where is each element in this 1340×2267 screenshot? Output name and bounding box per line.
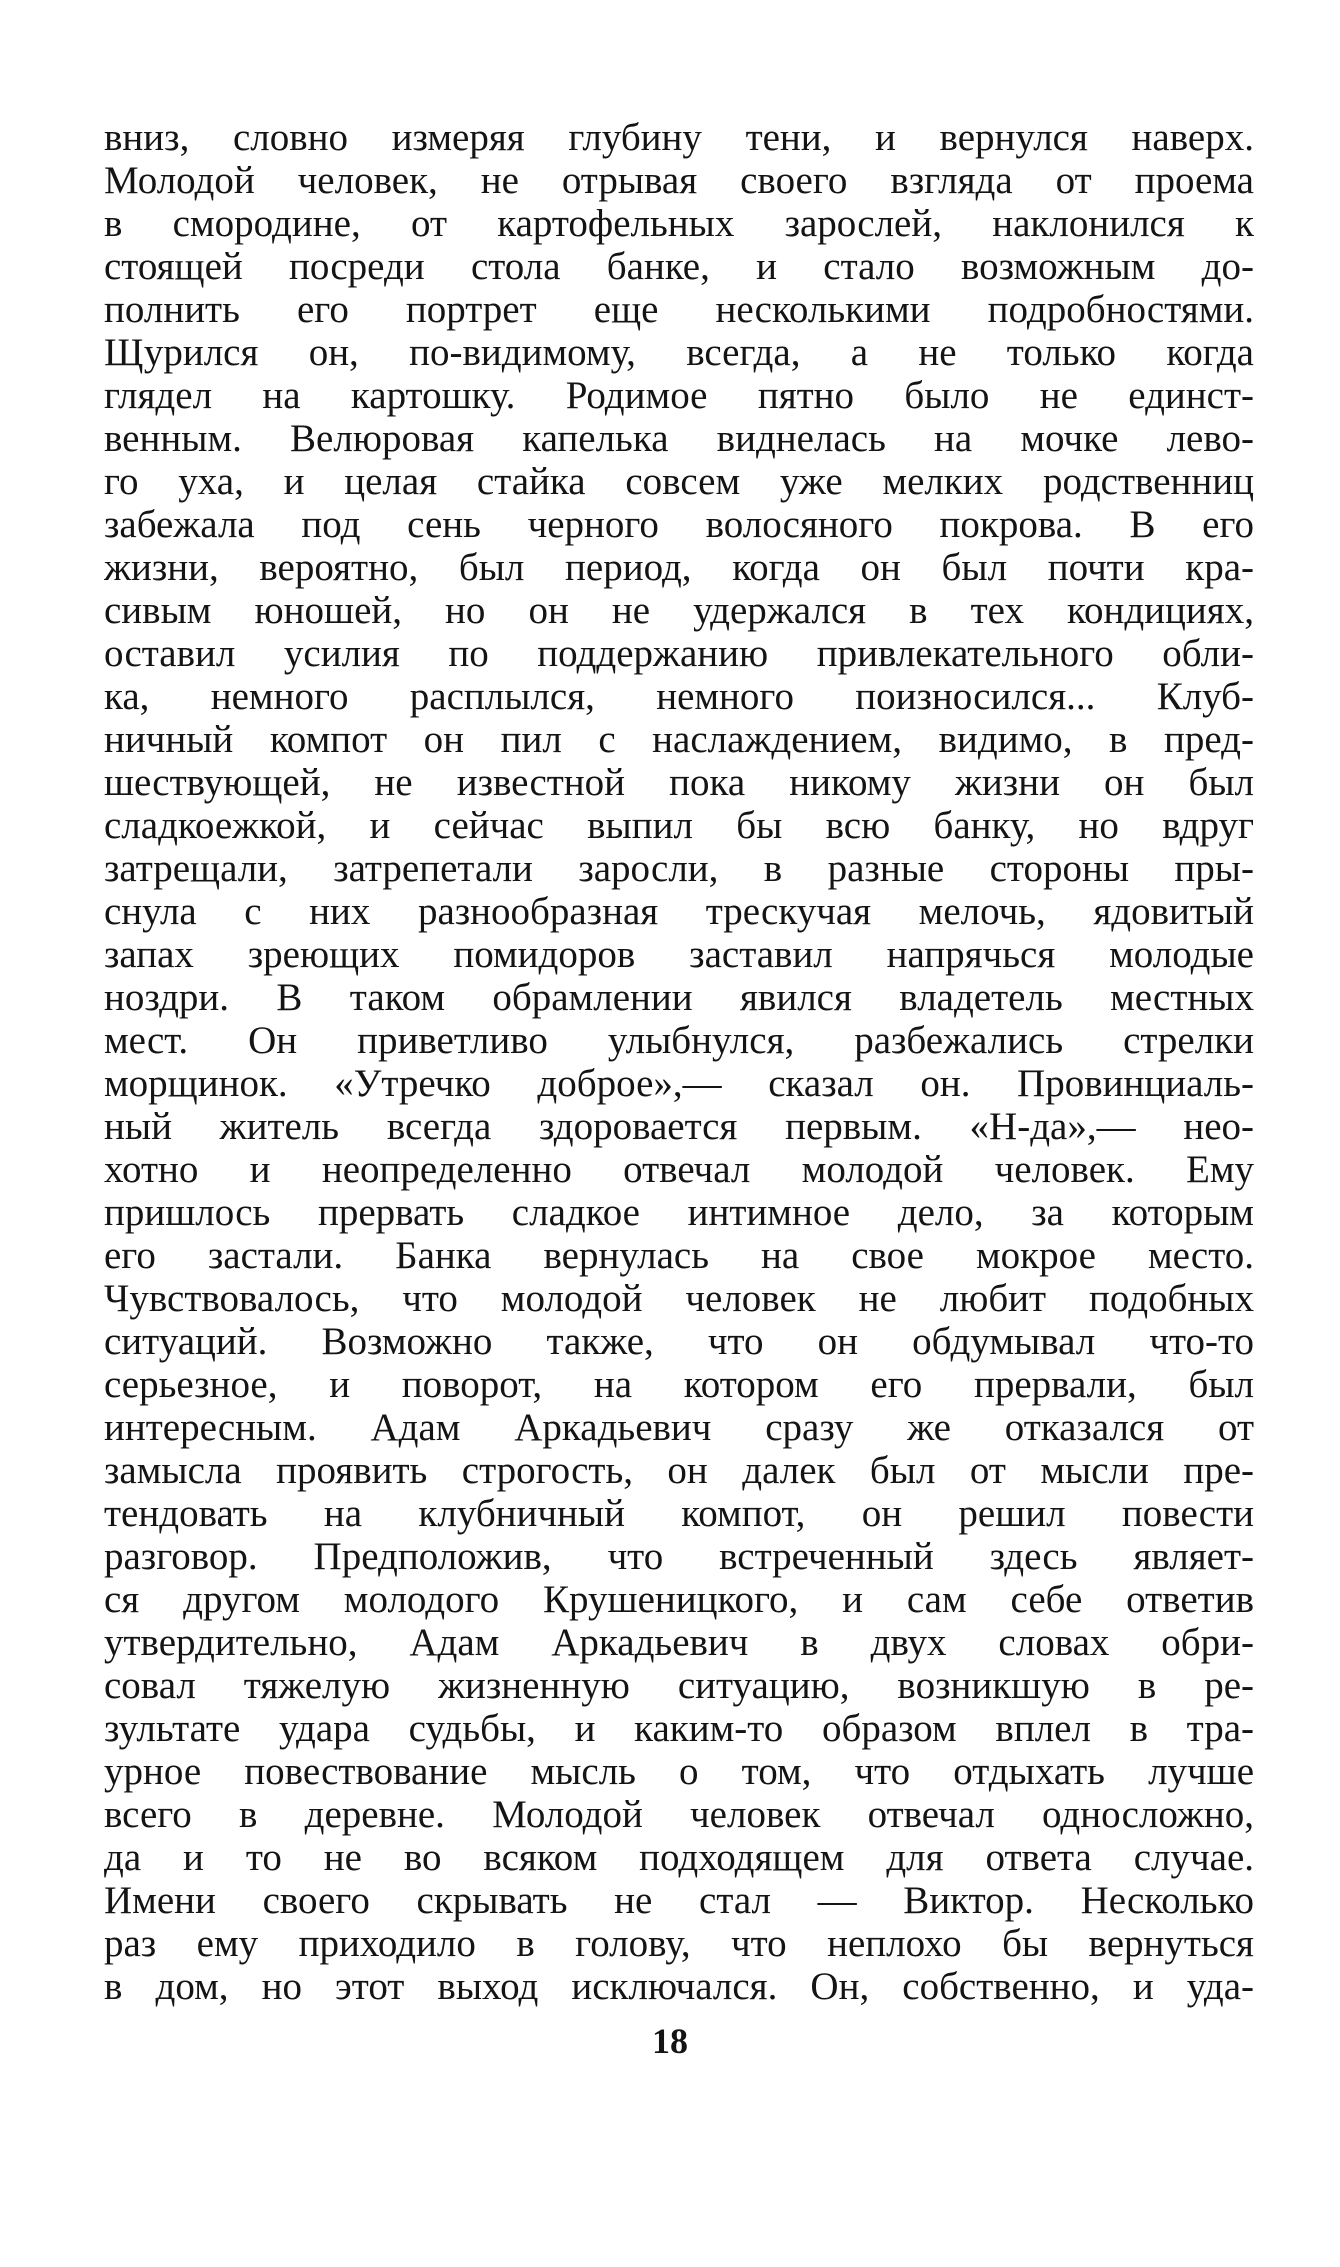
text-line: ноздри. В таком обрамлении явился владетель местных bbox=[104, 976, 1254, 1019]
text-line: хотно и неопределенно отвечал молодой человек. Ему bbox=[104, 1148, 1254, 1191]
text-line: сладкоежкой, и сейчас выпил бы всю банку, но вдруг bbox=[104, 804, 1254, 847]
text-line: запах зреющих помидоров заставил напрячься молодые bbox=[104, 933, 1254, 976]
text-line: ся другом молодого Крушеницкого, и сам себе ответив bbox=[104, 1578, 1254, 1621]
text-line: морщинок. «Утречко доброе»,— сказал он. Провинциаль- bbox=[104, 1062, 1254, 1105]
text-line: ситуаций. Возможно также, что он обдумывал что-то bbox=[104, 1320, 1254, 1363]
text-line: в смородине, от картофельных зарослей, наклонился к bbox=[104, 202, 1254, 245]
text-line: затрещали, затрепетали заросли, в разные стороны пры- bbox=[104, 847, 1254, 890]
text-line: интересным. Адам Аркадьевич сразу же отказался от bbox=[104, 1406, 1254, 1449]
text-line: снула с них разнообразная трескучая мелочь, ядовитый bbox=[104, 890, 1254, 933]
text-line: стоящей посреди стола банке, и стало возможным до- bbox=[104, 245, 1254, 288]
text-line: оставил усилия по поддержанию привлекательного обли- bbox=[104, 632, 1254, 675]
text-line: Имени своего скрывать не стал — Виктор. Несколько bbox=[104, 1879, 1254, 1922]
text-line: замысла проявить строгость, он далек был от мысли пре- bbox=[104, 1449, 1254, 1492]
text-line: раз ему приходило в голову, что неплохо бы вернуться bbox=[104, 1922, 1254, 1965]
text-line: полнить его портрет еще несколькими подробностями. bbox=[104, 288, 1254, 331]
text-line: забежала под сень черного волосяного покрова. В его bbox=[104, 503, 1254, 546]
text-line: мест. Он приветливо улыбнулся, разбежались стрелки bbox=[104, 1019, 1254, 1062]
text-line: ничный компот он пил с наслаждением, видимо, в пред- bbox=[104, 718, 1254, 761]
text-line: утвердительно, Адам Аркадьевич в двух словах обри- bbox=[104, 1621, 1254, 1664]
text-line: венным. Велюровая капелька виднелась на мочке лево- bbox=[104, 417, 1254, 460]
text-line: серьезное, и поворот, на котором его прервали, был bbox=[104, 1363, 1254, 1406]
text-line: урное повествование мысль о том, что отдыхать лучше bbox=[104, 1750, 1254, 1793]
text-line: пришлось прервать сладкое интимное дело, за которым bbox=[104, 1191, 1254, 1234]
text-line: го уха, и целая стайка совсем уже мелких родственниц bbox=[104, 460, 1254, 503]
text-line: ка, немного расплылся, немного поизносился... Клуб- bbox=[104, 675, 1254, 718]
text-line: в дом, но этот выход исключался. Он, собственно, и уда- bbox=[104, 1965, 1254, 2008]
text-line: шествующей, не известной пока никому жизни он был bbox=[104, 761, 1254, 804]
text-line: разговор. Предположив, что встреченный здесь являет- bbox=[104, 1535, 1254, 1578]
text-line: Чувствовалось, что молодой человек не любит подобных bbox=[104, 1277, 1254, 1320]
page-number: 18 bbox=[652, 2021, 688, 2061]
text-line: Молодой человек, не отрывая своего взгляда от проема bbox=[104, 159, 1254, 202]
body-text bbox=[104, 116, 1254, 2008]
text-line: всего в деревне. Молодой человек отвечал односложно, bbox=[104, 1793, 1254, 1836]
text-line: сивым юношей, но он не удержался в тех кондициях, bbox=[104, 589, 1254, 632]
text-line: тендовать на клубничный компот, он решил повести bbox=[104, 1492, 1254, 1535]
text-line: глядел на картошку. Родимое пятно было не единст- bbox=[104, 374, 1254, 417]
text-line: ный житель всегда здоровается первым. «Н-да»,— нео- bbox=[104, 1105, 1254, 1148]
text-line: зультате удара судьбы, и каким-то образом вплел в тра- bbox=[104, 1707, 1254, 1750]
text-line: жизни, вероятно, был период, когда он был почти кра- bbox=[104, 546, 1254, 589]
text-line: вниз, словно измеряя глубину тени, и вернулся наверх. bbox=[104, 116, 1254, 159]
text-line: Щурился он, по-видимому, всегда, а не только когда bbox=[104, 331, 1254, 374]
text-line: его застали. Банка вернулась на свое мокрое место. bbox=[104, 1234, 1254, 1277]
text-line: совал тяжелую жизненную ситуацию, возникшую в ре- bbox=[104, 1664, 1254, 1707]
text-line: да и то не во всяком подходящем для ответа случае. bbox=[104, 1836, 1254, 1879]
